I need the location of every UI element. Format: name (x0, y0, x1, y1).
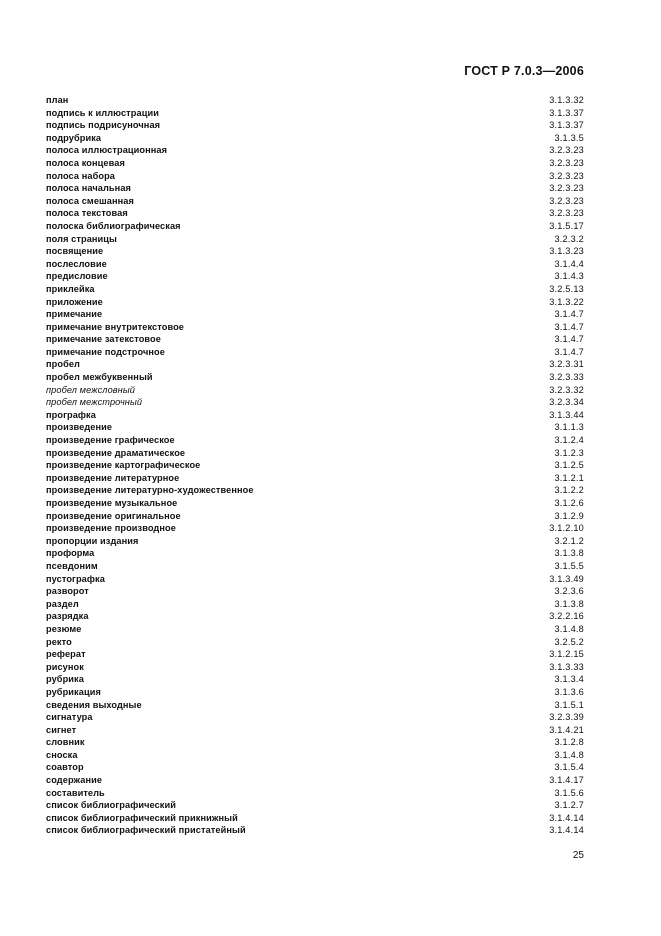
index-reference: 3.2.5.13 (549, 283, 584, 294)
index-reference: 3.2.3.23 (549, 170, 584, 181)
index-term: раздел (46, 598, 79, 609)
index-term: подрубрика (46, 132, 102, 143)
index-term: произведение драматическое (46, 447, 186, 458)
index-entry (46, 535, 584, 548)
index-entry (46, 144, 584, 157)
index-reference: 3.2.3.23 (549, 183, 584, 194)
index-entry (46, 459, 584, 472)
index-entry (46, 510, 584, 523)
index-entry (46, 283, 584, 296)
index-entry (46, 560, 584, 573)
index-reference: 3.1.3.22 (549, 296, 584, 307)
index-reference: 3.1.4.8 (554, 623, 584, 634)
index-term: словник (46, 737, 85, 748)
index-term: произведение музыкальное (46, 498, 178, 508)
index-term: пустографка (46, 573, 105, 584)
index-term: полоса начальная (46, 183, 131, 194)
index-term: поля страницы (46, 233, 118, 244)
index-reference: 3.2.3.23 (549, 157, 584, 168)
index-entry (46, 686, 584, 699)
index-term: рисунок (46, 661, 84, 672)
index-reference: 3.1.3.33 (549, 661, 584, 672)
index-entry (46, 195, 584, 208)
index-reference: 3.1.3.37 (549, 107, 584, 118)
index-term: предисловие (46, 271, 108, 282)
index-reference: 3.1.2.6 (554, 498, 584, 508)
index-entry (46, 749, 584, 762)
index-term: полоса концевая (46, 157, 125, 168)
index-reference: 3.1.4.14 (549, 812, 584, 823)
index-entry (46, 799, 584, 812)
index-entry (46, 761, 584, 774)
index-entry (46, 170, 584, 183)
index-entry (46, 623, 584, 636)
term-index-list (46, 94, 584, 837)
index-term: сигнатура (46, 712, 93, 723)
index-reference: 3.1.4.17 (549, 775, 584, 786)
index-term: приклейка (46, 283, 95, 294)
index-entry (46, 233, 584, 246)
index-term: послесловие (46, 258, 107, 269)
index-reference: 3.1.3.4 (554, 674, 584, 685)
index-reference: 3.2.3.39 (549, 712, 584, 723)
index-term: пробел межсловный (46, 384, 135, 395)
index-term: рубрика (46, 674, 84, 685)
index-entry (46, 648, 584, 661)
index-entry (46, 547, 584, 560)
index-entry (46, 119, 584, 132)
index-term: произведение литературное (46, 472, 180, 483)
index-term: произведение картографическое (46, 460, 201, 471)
index-reference: 3.2.3.23 (549, 208, 584, 219)
index-term: план (46, 95, 69, 105)
index-entry (46, 610, 584, 623)
index-entry (46, 711, 584, 724)
index-term: разворот (46, 586, 89, 597)
index-term: примечание подстрочное (46, 346, 165, 357)
index-reference: 3.1.4.8 (554, 749, 584, 760)
index-reference: 3.1.2.8 (554, 737, 584, 748)
index-reference: 3.1.2.10 (549, 523, 584, 534)
index-term: полоса текстовая (46, 208, 128, 219)
index-reference: 3.2.5.2 (554, 636, 584, 647)
index-term: разрядка (46, 611, 89, 622)
index-reference: 3.1.4.21 (549, 724, 584, 735)
index-entry (46, 245, 584, 258)
index-term: соавтор (46, 762, 84, 773)
index-entry (46, 736, 584, 749)
index-reference: 3.1.5.17 (549, 220, 584, 231)
index-entry (46, 384, 584, 397)
index-entry (46, 573, 584, 586)
index-reference: 3.1.2.4 (554, 435, 584, 446)
index-term: псевдоним (46, 560, 98, 571)
index-term: примечание (46, 309, 103, 320)
standard-header: ГОСТ Р 7.0.3—2006 (464, 64, 584, 78)
index-entry (46, 270, 584, 283)
index-entry (46, 157, 584, 170)
index-term: список библиографический пристатейный (46, 825, 246, 836)
index-entry (46, 434, 584, 447)
index-reference: 3.2.3.23 (549, 195, 584, 206)
index-term: рубрикация (46, 686, 101, 697)
index-term: проформа (46, 548, 95, 559)
index-term: пробел межбуквенный (46, 372, 153, 383)
index-entry (46, 774, 584, 787)
index-term: произведение оригинальное (46, 510, 181, 521)
index-reference: 3.2.3.34 (549, 397, 584, 408)
page-number: 25 (572, 850, 584, 861)
index-reference: 3.1.2.2 (554, 485, 584, 496)
index-term: сигнет (46, 724, 77, 735)
index-term: полоса набора (46, 170, 115, 181)
index-term: произведение производное (46, 523, 176, 534)
index-term: список библиографический прикнижный (46, 812, 238, 823)
index-entry (46, 812, 584, 825)
index-entry (46, 824, 584, 837)
index-term: список библиографический (46, 800, 177, 811)
index-term: произведение (46, 422, 113, 433)
index-entry (46, 585, 584, 598)
index-reference: 3.1.4.14 (549, 825, 584, 836)
index-reference: 3.1.2.1 (554, 472, 584, 483)
index-entry (46, 497, 584, 510)
index-entry (46, 207, 584, 220)
index-reference: 3.1.3.32 (549, 95, 584, 105)
index-reference: 3.1.3.37 (549, 120, 584, 131)
index-reference: 3.1.3.23 (549, 246, 584, 257)
index-entry (46, 94, 584, 107)
index-entry (46, 472, 584, 485)
index-reference: 3.1.5.6 (554, 787, 584, 798)
index-entry (46, 358, 584, 371)
index-reference: 3.2.1.2 (554, 535, 584, 546)
index-reference: 3.1.3.8 (554, 598, 584, 609)
index-reference: 3.1.2.7 (554, 800, 584, 811)
index-entry (46, 182, 584, 195)
index-entry (46, 484, 584, 497)
index-entry (46, 296, 584, 309)
index-term: пробел (46, 359, 80, 370)
index-entry (46, 636, 584, 649)
index-term: пробел межстрочный (46, 397, 143, 408)
index-reference: 3.1.2.9 (554, 510, 584, 521)
index-reference: 3.1.5.1 (554, 699, 584, 710)
index-reference: 3.1.1.3 (554, 422, 584, 433)
index-term: подпись к иллюстрации (46, 107, 159, 118)
index-reference: 3.1.4.3 (554, 271, 584, 282)
index-reference: 3.1.3.5 (554, 132, 584, 143)
index-term: реферат (46, 649, 86, 660)
index-term: пропорции издания (46, 535, 139, 546)
index-reference: 3.2.3.23 (549, 145, 584, 156)
index-entry (46, 661, 584, 674)
index-reference: 3.1.4.7 (554, 321, 584, 332)
index-reference: 3.2.3.31 (549, 359, 584, 370)
index-reference: 3.1.3.8 (554, 548, 584, 559)
index-reference: 3.1.2.15 (549, 649, 584, 660)
index-reference: 3.1.4.4 (554, 258, 584, 269)
index-term: ректо (46, 636, 72, 647)
index-reference: 3.1.2.5 (554, 460, 584, 471)
index-entry (46, 598, 584, 611)
index-entry (46, 522, 584, 535)
index-entry (46, 258, 584, 271)
index-entry (46, 107, 584, 120)
index-term: резюме (46, 623, 82, 634)
index-entry (46, 787, 584, 800)
index-entry (46, 421, 584, 434)
index-entry (46, 333, 584, 346)
index-term: полоса смешанная (46, 195, 134, 206)
index-entry (46, 321, 584, 334)
index-term: сноска (46, 749, 78, 760)
index-term: посвящение (46, 246, 104, 257)
index-reference: 3.1.3.49 (549, 573, 584, 584)
index-term: подпись подрисуночная (46, 120, 161, 131)
index-reference: 3.2.3.2 (554, 233, 584, 244)
index-entry (46, 132, 584, 145)
index-term: произведение графическое (46, 435, 175, 446)
index-term: составитель (46, 787, 105, 798)
index-reference: 3.1.3.44 (549, 409, 584, 420)
index-reference: 3.1.4.7 (554, 334, 584, 345)
index-term: прографка (46, 409, 96, 420)
index-term: содержание (46, 775, 103, 786)
index-term: полоска библиографическая (46, 220, 181, 231)
index-reference: 3.1.2.3 (554, 447, 584, 458)
index-term: произведение литературно-художественное (46, 485, 254, 496)
index-reference: 3.1.4.7 (554, 346, 584, 357)
index-term: приложение (46, 296, 103, 307)
index-term: примечание внутритекстовое (46, 321, 185, 332)
index-reference: 3.1.5.4 (554, 762, 584, 773)
index-entry (46, 396, 584, 409)
index-entry (46, 371, 584, 384)
index-entry (46, 447, 584, 460)
index-reference: 3.2.3.32 (549, 384, 584, 395)
index-reference: 3.1.3.6 (554, 686, 584, 697)
index-reference: 3.1.5.5 (554, 560, 584, 571)
index-entry (46, 346, 584, 359)
index-entry (46, 220, 584, 233)
index-entry (46, 699, 584, 712)
index-entry (46, 308, 584, 321)
index-entry (46, 673, 584, 686)
index-reference: 3.2.3.33 (549, 372, 584, 383)
index-entry (46, 409, 584, 422)
index-term: примечание затекстовое (46, 334, 161, 345)
index-reference: 3.2.3.6 (554, 586, 584, 597)
index-term: сведения выходные (46, 699, 142, 710)
index-reference: 3.1.4.7 (554, 309, 584, 320)
index-reference: 3.2.2.16 (549, 611, 584, 622)
index-entry (46, 724, 584, 737)
index-term: полоса иллюстрационная (46, 145, 168, 156)
